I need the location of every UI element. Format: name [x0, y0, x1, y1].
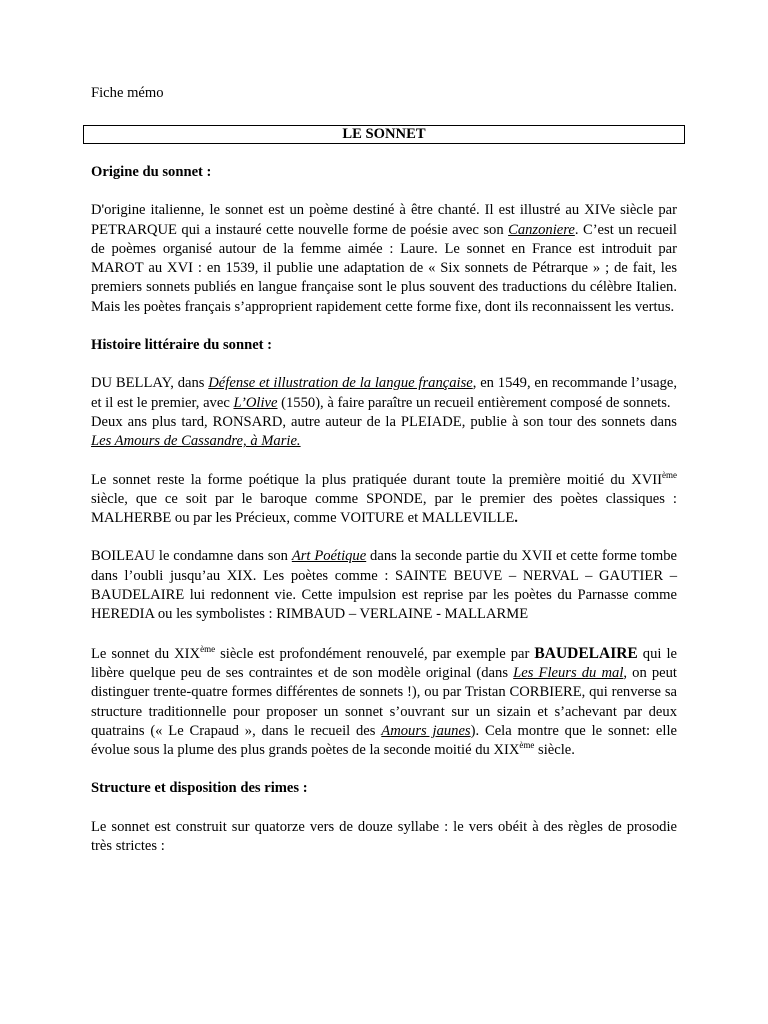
text-run: . C’est un recueil de poèmes organisé autour de la femme aimée : Laure. Le sonnet en France est introduit par MAROT au XVI : en 1539, il publie une adaptation de « Six sonnets de Pétrarque » ; de fait, les premiers sonnets publiés en langue française sont le plus souvent des traductions du célèbre Italien. Mais les poètes français s’approprient rapidement cette forme fixe, dont ils reconnaissent les vertus.	[91, 221, 677, 315]
text-run: DU BELLAY, dans	[91, 375, 209, 392]
heading-histoire: Histoire littéraire du sonnet :	[91, 337, 273, 354]
text-run: Le sonnet reste la forme poétique la plus pratiquée durant toute la première moitié du XVII	[91, 471, 662, 488]
text-run: Le sonnet du XIX	[91, 645, 201, 662]
page-title: LE SONNET	[83, 125, 685, 144]
text-run: , on peut distinguer trente-quatre formes différentes de sonnets !), ou par Tristan CORBIERE, qui renverse sa structure traditionnelle pour proposer un sonnet s’ouvrant sur un sizain et s’achevant par deux quatrains (« Le Crapaud », dans le recueil des	[91, 664, 677, 739]
work-title: L’Olive	[233, 394, 278, 411]
work-title: Les Amours de Cassandre, à Marie.	[91, 433, 301, 450]
work-title: Art Poétique	[291, 548, 367, 565]
superscript: ème	[200, 643, 216, 654]
work-title: Défense et illustration de la langue française	[208, 375, 473, 392]
paragraph-ronsard	[91, 413, 677, 452]
document-page	[91, 84, 677, 856]
author-emphasis: BAUDELAIRE	[534, 644, 638, 662]
text-run: BOILEAU le condamne dans son	[91, 548, 292, 565]
paragraph-origine	[91, 201, 677, 317]
paragraph-du-bellay	[91, 374, 677, 413]
text-run: siècle, que ce soit par le baroque comme SPONDE, par le premier des poètes classiques : MALHERBE ou par les Précieux, comme VOITURE et MALLEVILLE	[91, 490, 677, 527]
work-title: Les Fleurs du mal	[513, 664, 624, 681]
text-run: Deux ans plus tard, RONSARD, autre auteur de la PLEIADE, publie à son tour des sonnets dans	[91, 413, 677, 430]
paragraph-structure: Le sonnet est construit sur quatorze vers de douze syllabe : le vers obéit à des règles de prosodie très strictes :	[91, 818, 677, 855]
superscript: ème	[519, 740, 535, 751]
work-title: Canzoniere	[508, 221, 575, 238]
work-title: Amours jaunes	[381, 722, 471, 739]
text-run: dans la seconde partie du XVII et cette forme tombe dans l’oubli jusqu’au XIX. Les poètes comme : SAINTE BEUVE – NERVAL – GAUTIER – BAUDELAIRE lui redonnent vie. Cette impulsion est reprise par les poètes du Parnasse comme HEREDIA ou les symbolistes : RIMBAUD – VERLAINE - MALLARME	[91, 548, 678, 623]
heading-origine: Origine du sonnet :	[91, 164, 212, 180]
text-run: ). Cela montre que le sonnet: elle évolue sous la plume des plus grands poètes de la seconde moitié du XIX	[91, 722, 677, 759]
text-run: (1550), à faire paraître un recueil entièrement composé de sonnets.	[277, 394, 671, 411]
text-run: D'origine italienne, le sonnet est un poème destiné à être chanté. Il est illustré au XIVe siècle par PETRARQUE qui a instauré cette nouvelle forme de poésie avec son	[91, 202, 677, 238]
paragraph-xix	[91, 644, 677, 761]
text-run: siècle.	[534, 742, 575, 759]
paragraph-xvii	[91, 471, 677, 529]
text-run: , en 1549, en recommande l’usage, et il est le premier, avec	[91, 375, 677, 411]
superscript: ème	[662, 469, 677, 480]
text-run: .	[514, 510, 518, 527]
heading-structure: Structure et disposition des rimes :	[91, 780, 308, 797]
paragraph-boileau	[91, 547, 677, 624]
text-run: siècle est profondément renouvelé, par exemple par	[215, 645, 535, 662]
memo-label: Fiche mémo	[91, 85, 164, 101]
text-run: qui le libère quelque peu de ses contraintes et de son modèle original (dans	[91, 645, 677, 681]
